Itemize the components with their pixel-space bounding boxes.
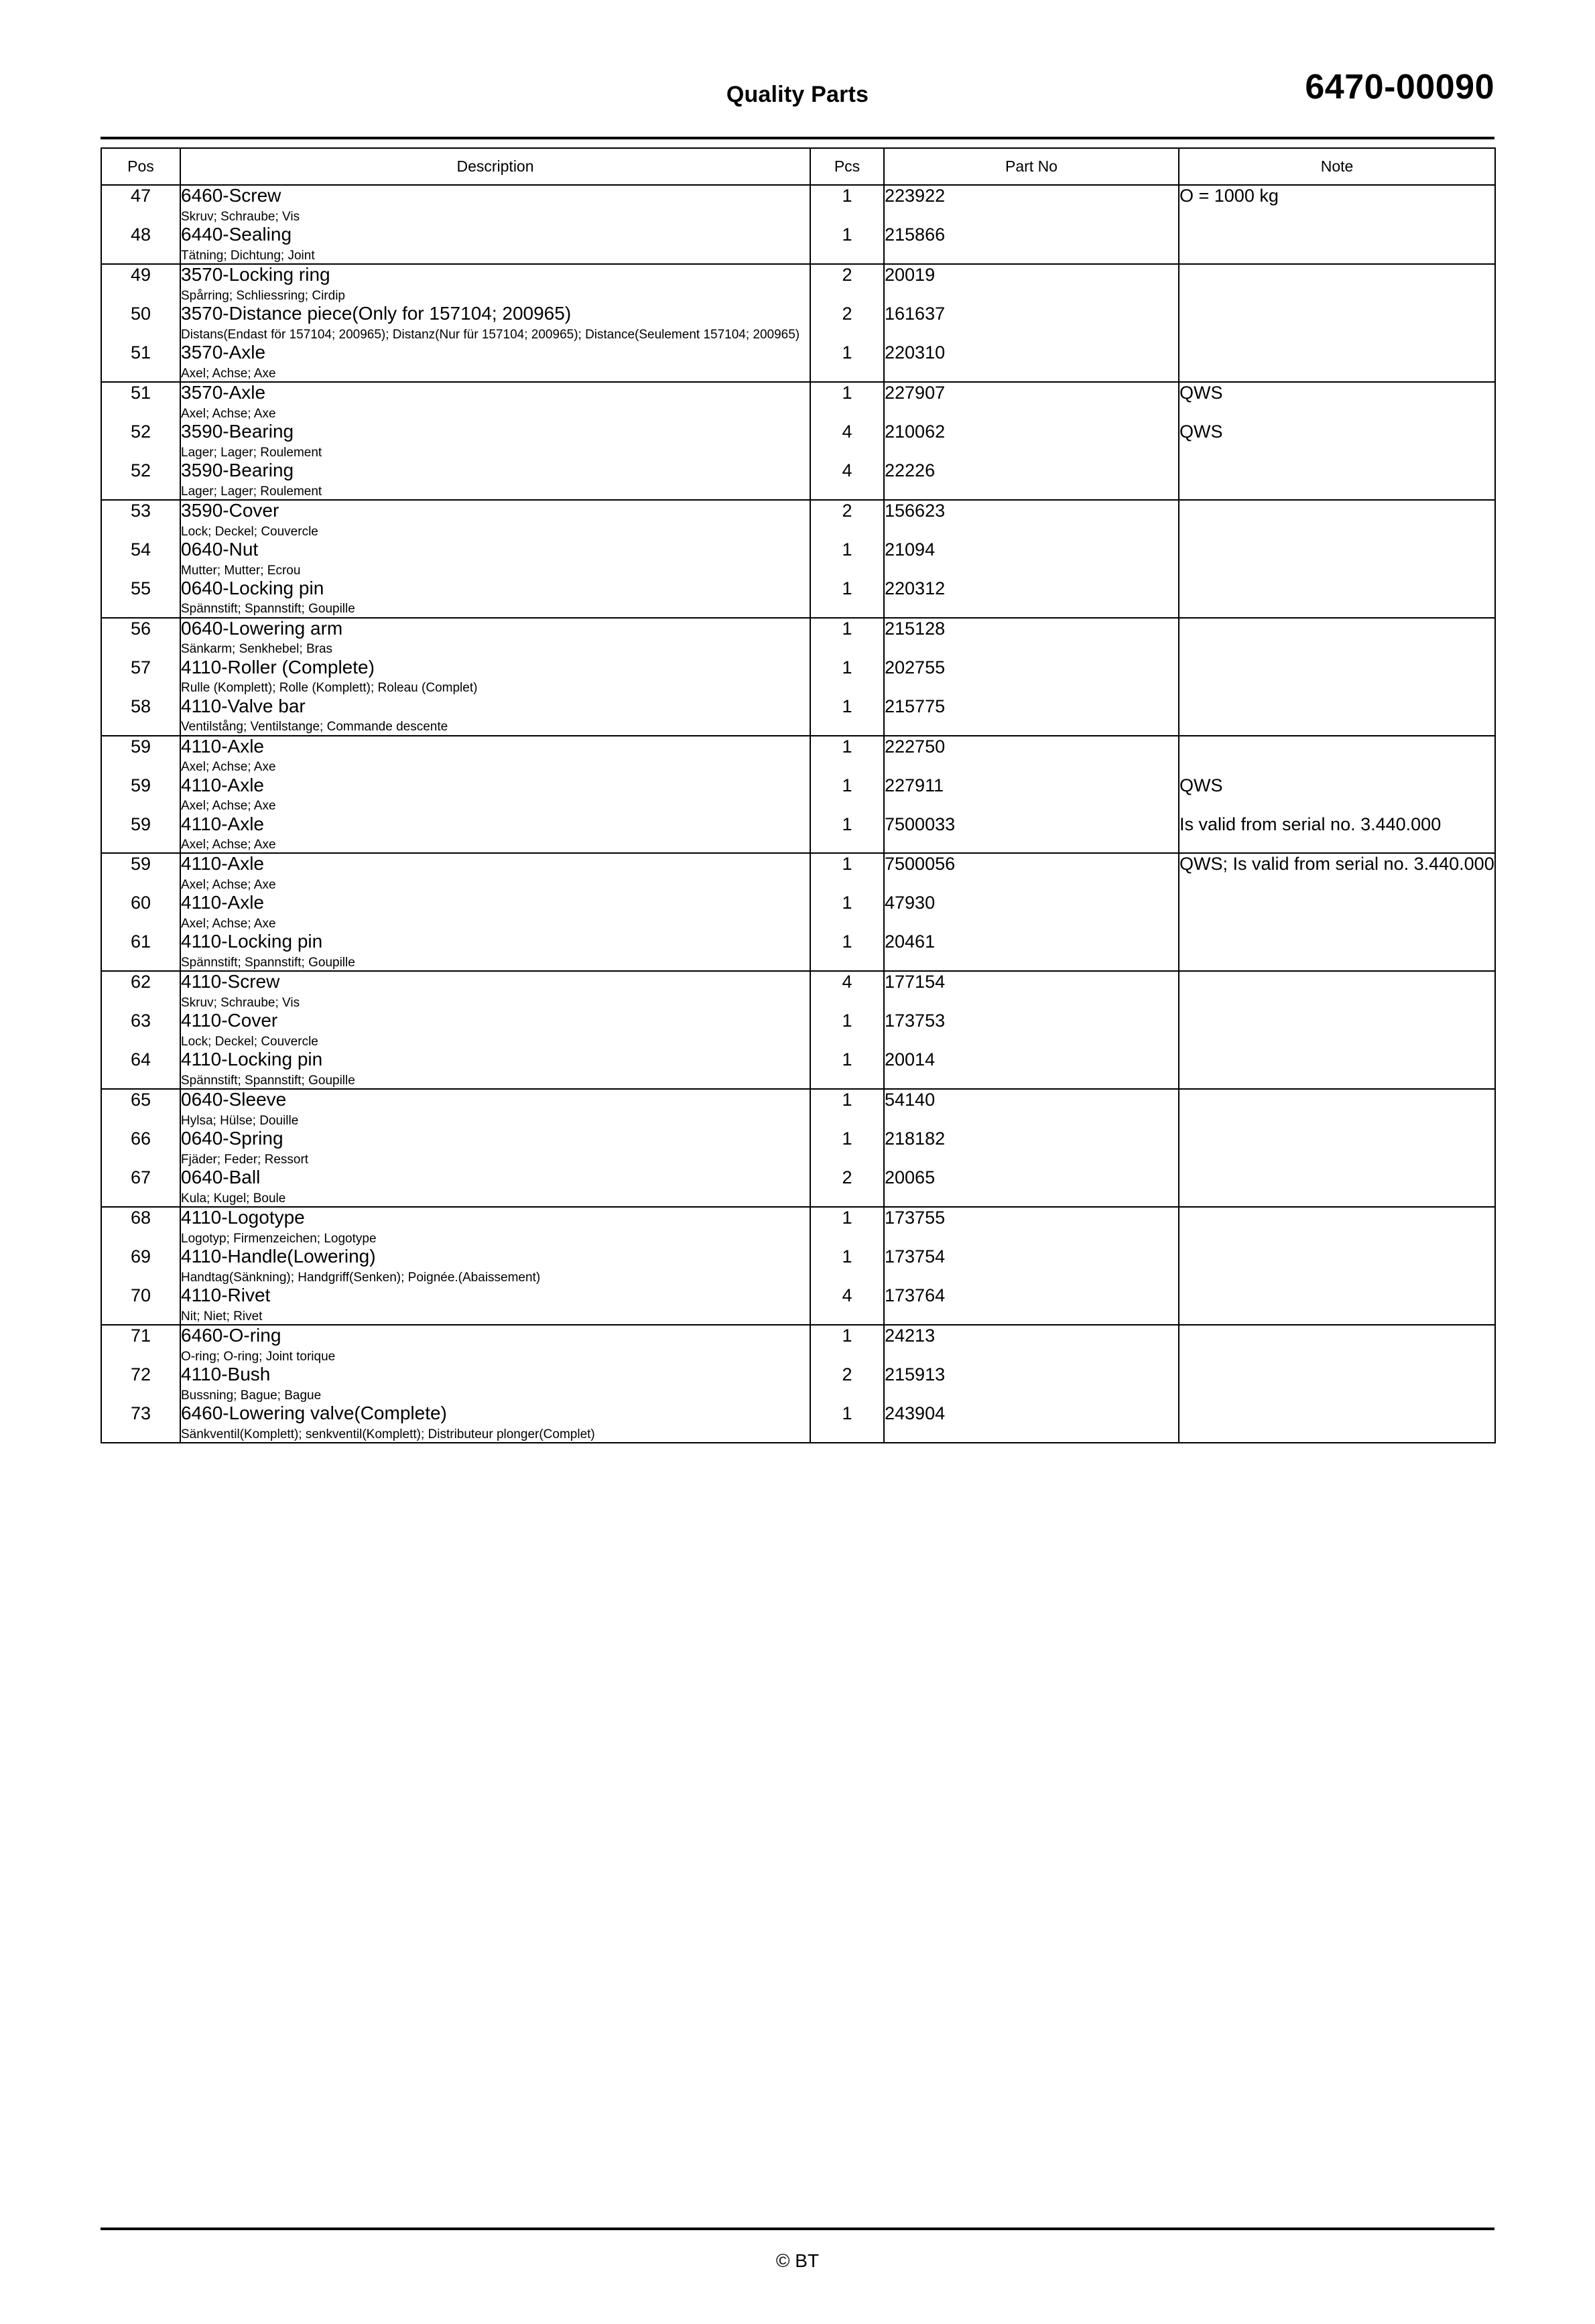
document-number: 6470-00090 [1305,68,1494,107]
description-name: 4110-Screw [181,971,280,992]
cell-pcs: 1 [810,1089,884,1128]
description-translations: Axel; Achse; Axe [181,838,276,852]
cell-part-no: 210062 [884,422,1179,460]
table-row [101,1128,1495,1167]
description-name: 3570-Distance piece(Only for 157104; 200965) [181,302,572,324]
footer-divider [101,2228,1494,2230]
table-row [101,814,1495,854]
table-row [101,422,1495,460]
cell-pcs: 2 [810,264,884,304]
cell-note [1179,618,1495,657]
cell-note [1179,578,1495,618]
cell-note: Is valid from serial no. 3.440.000 [1179,814,1495,854]
cell-part-no: 223922 [884,185,1179,224]
table-row [101,1207,1495,1246]
cell-pos: 59 [101,814,180,854]
description-name: 4110-Locking pin [181,1049,323,1070]
description-name: 6440-Sealing [181,223,292,245]
cell-note: O = 1000 kg [1179,185,1495,224]
cell-note [1179,224,1495,264]
cell-description [180,578,810,618]
cell-pos: 68 [101,1207,180,1246]
cell-pos: 60 [101,893,180,931]
cell-pos: 70 [101,1285,180,1325]
cell-description [180,1128,810,1167]
cell-pos: 47 [101,185,180,224]
cell-part-no: 220310 [884,342,1179,382]
table-row [101,971,1495,1011]
table-row [101,618,1495,657]
cell-pos: 56 [101,618,180,657]
cell-description [180,893,810,931]
cell-note [1179,696,1495,736]
cell-pcs: 1 [810,224,884,264]
description-translations: Tätning; Dichtung; Joint [181,248,315,263]
cell-pos: 55 [101,578,180,618]
description-name: 4110-Bush [181,1364,271,1385]
description-name: 4110-Locking pin [181,931,323,952]
cell-note [1179,657,1495,696]
description-name: 4110-Cover [181,1010,278,1031]
cell-note [1179,971,1495,1011]
description-translations: Axel; Achse; Axe [181,366,276,381]
table-row [101,657,1495,696]
cell-pcs: 1 [810,814,884,854]
cell-part-no: 20461 [884,931,1179,971]
table-row [101,185,1495,224]
cell-note: QWS [1179,382,1495,422]
description-name: 6460-Screw [181,185,281,206]
cell-note [1179,1128,1495,1167]
cell-pcs: 1 [810,382,884,422]
description-name: 3590-Cover [181,499,279,521]
page-header [101,67,1494,147]
table-row [101,1049,1495,1089]
description-name: 4110-Rivet [181,1285,271,1306]
cell-description [180,853,810,893]
description-translations: Lager; Lager; Roulement [181,484,322,499]
table-row [101,1285,1495,1325]
cell-note [1179,1089,1495,1128]
cell-pcs: 1 [810,893,884,931]
description-translations: Axel; Achse; Axe [181,917,276,931]
cell-part-no: 7500033 [884,814,1179,854]
cell-description [180,500,810,539]
cell-note [1179,1285,1495,1325]
cell-part-no: 54140 [884,1089,1179,1128]
cell-pos: 59 [101,853,180,893]
cell-description [180,931,810,971]
cell-pos: 51 [101,342,180,382]
cell-pcs: 1 [810,657,884,696]
footer-copyright: © BT [775,2250,820,2271]
description-name: 0640-Nut [181,538,259,560]
cell-description [180,1049,810,1089]
table-row [101,931,1495,971]
description-translations: Bussning; Bague; Bague [181,1388,322,1403]
cell-pcs: 2 [810,1167,884,1207]
table-row [101,736,1495,775]
description-name: 0640-Locking pin [181,577,324,598]
cell-note: QWS [1179,775,1495,814]
cell-pos: 48 [101,224,180,264]
cell-pcs: 1 [810,342,884,382]
cell-pos: 52 [101,422,180,460]
cell-pcs: 1 [810,853,884,893]
cell-part-no: 173754 [884,1246,1179,1285]
table-row [101,304,1495,342]
cell-part-no: 177154 [884,971,1179,1011]
cell-pos: 67 [101,1167,180,1207]
cell-part-no: 227911 [884,775,1179,814]
cell-pcs: 1 [810,1128,884,1167]
description-name: 0640-Spring [181,1128,283,1149]
description-name: 4110-Axle [181,853,265,875]
column-header-pcs: Pcs [810,148,884,185]
cell-pos: 49 [101,264,180,304]
description-translations: Spännstift; Spannstift; Goupille [181,1074,355,1088]
column-header-description: Description [180,148,810,185]
cell-pcs: 4 [810,422,884,460]
cell-description [180,342,810,382]
description-name: 0640-Sleeve [181,1089,287,1110]
cell-description [180,224,810,264]
table-row [101,460,1495,500]
cell-pcs: 1 [810,736,884,775]
cell-pcs: 1 [810,1246,884,1285]
table-row [101,696,1495,736]
cell-description [180,1207,810,1246]
cell-note [1179,500,1495,539]
page-title: Quality Parts [726,82,869,107]
cell-pcs: 1 [810,775,884,814]
description-name: 3590-Bearing [181,459,294,480]
cell-pos: 72 [101,1364,180,1403]
cell-pos: 69 [101,1246,180,1285]
cell-pos: 62 [101,971,180,1011]
table-row [101,264,1495,304]
description-translations: Logotyp; Firmenzeichen; Logotype [181,1231,377,1246]
cell-note [1179,1167,1495,1207]
cell-description [180,1364,810,1403]
description-translations: Lock; Deckel; Couvercle [181,1035,318,1049]
cell-description [180,814,810,854]
description-name: 3570-Axle [181,341,266,363]
cell-part-no: 215128 [884,618,1179,657]
description-name: 4110-Logotype [181,1207,305,1228]
cell-part-no: 22226 [884,460,1179,500]
cell-part-no: 20014 [884,1049,1179,1089]
cell-part-no: 173764 [884,1285,1179,1325]
description-translations: Spännstift; Spannstift; Goupille [181,956,355,970]
cell-pcs: 1 [810,618,884,657]
cell-part-no: 20065 [884,1167,1179,1207]
table-header-row [101,148,1495,185]
cell-note [1179,1325,1495,1364]
table-row [101,1246,1495,1285]
cell-part-no: 7500056 [884,853,1179,893]
description-translations: Skruv; Schraube; Vis [181,209,300,224]
cell-note: QWS; Is valid from serial no. 3.440.000 [1179,853,1495,893]
cell-description [180,422,810,460]
cell-pos: 65 [101,1089,180,1128]
cell-pos: 59 [101,775,180,814]
cell-pos: 54 [101,539,180,578]
cell-part-no: 222750 [884,736,1179,775]
cell-pcs: 1 [810,185,884,224]
cell-pcs: 1 [810,1207,884,1246]
cell-note [1179,1364,1495,1403]
cell-note [1179,342,1495,382]
cell-part-no: 202755 [884,657,1179,696]
cell-note [1179,539,1495,578]
cell-part-no: 220312 [884,578,1179,618]
cell-pos: 71 [101,1325,180,1364]
cell-note [1179,1011,1495,1049]
cell-part-no: 161637 [884,304,1179,342]
cell-part-no: 227907 [884,382,1179,422]
cell-note [1179,304,1495,342]
description-name: 4110-Roller (Complete) [181,656,375,677]
description-translations: Rulle (Komplett); Rolle (Komplett); Roleau (Complet) [181,681,478,696]
document-page [0,67,1595,2324]
cell-pos: 52 [101,460,180,500]
table-row [101,539,1495,578]
description-name: 6460-O-ring [181,1325,281,1346]
cell-description [180,1089,810,1128]
cell-note [1179,1246,1495,1285]
table-row [101,1403,1495,1443]
cell-description [180,304,810,342]
table-row [101,853,1495,893]
description-translations: Axel; Achse; Axe [181,760,276,775]
cell-pos: 61 [101,931,180,971]
cell-pcs: 1 [810,696,884,736]
cell-pcs: 1 [810,931,884,971]
cell-note [1179,893,1495,931]
description-name: 3590-Bearing [181,420,294,442]
cell-description [180,736,810,775]
description-translations: Mutter; Mutter; Ecrou [181,563,301,578]
cell-note: QWS [1179,422,1495,460]
cell-pos: 73 [101,1403,180,1443]
description-name: 6460-Lowering valve(Complete) [181,1403,447,1424]
description-name: 4110-Axle [181,735,265,757]
cell-description [180,1246,810,1285]
description-translations: Spårring; Schliessring; Cirdip [181,288,345,303]
cell-part-no: 47930 [884,893,1179,931]
cell-pcs: 1 [810,539,884,578]
table-row [101,1364,1495,1403]
cell-description [180,460,810,500]
cell-pcs: 1 [810,578,884,618]
description-translations: Distans(Endast för 157104; 200965); Distanz(Nur für 157104; 200965); Distance(Seulement 157104; 200965) [181,327,800,342]
cell-description [180,618,810,657]
table-row [101,893,1495,931]
cell-part-no: 243904 [884,1403,1179,1443]
cell-pos: 53 [101,500,180,539]
cell-note [1179,1403,1495,1443]
cell-part-no: 20019 [884,264,1179,304]
cell-pos: 58 [101,696,180,736]
description-translations: Lager; Lager; Roulement [181,445,322,460]
column-header-pos: Pos [101,148,180,185]
description-translations: Hylsa; Hülse; Douille [181,1114,299,1128]
description-translations: Axel; Achse; Axe [181,799,276,814]
cell-pcs: 2 [810,304,884,342]
description-translations: Axel; Achse; Axe [181,878,276,893]
cell-pos: 59 [101,736,180,775]
column-header-part-no: Part No [884,148,1179,185]
cell-note [1179,736,1495,775]
table-row [101,1325,1495,1364]
cell-pos: 64 [101,1049,180,1089]
cell-description [180,775,810,814]
cell-description [180,696,810,736]
parts-table-body [101,185,1495,1443]
description-name: 4110-Axle [181,892,265,913]
column-header-note: Note [1179,148,1495,185]
description-translations: Nit; Niet; Rivet [181,1309,263,1324]
description-translations: Fjäder; Feder; Ressort [181,1153,309,1167]
cell-pcs: 1 [810,1049,884,1089]
cell-part-no: 215913 [884,1364,1179,1403]
cell-part-no: 24213 [884,1325,1179,1364]
cell-description [180,264,810,304]
cell-pcs: 1 [810,1011,884,1049]
cell-pcs: 1 [810,1403,884,1443]
description-translations: Axel; Achse; Axe [181,406,276,421]
cell-pcs: 1 [810,1325,884,1364]
cell-note [1179,1207,1495,1246]
cell-pos: 66 [101,1128,180,1167]
cell-note [1179,460,1495,500]
description-translations: Handtag(Sänkning); Handgriff(Senken); Poignée.(Abaissement) [181,1270,541,1285]
description-translations: Sänkarm; Senkhebel; Bras [181,642,333,657]
cell-part-no: 21094 [884,539,1179,578]
table-row [101,1011,1495,1049]
description-name: 4110-Axle [181,813,265,834]
cell-pcs: 4 [810,460,884,500]
cell-part-no: 218182 [884,1128,1179,1167]
description-translations: Lock; Deckel; Couvercle [181,524,318,539]
cell-description [180,1167,810,1207]
cell-description [180,382,810,422]
description-name: 4110-Axle [181,774,265,795]
cell-pos: 63 [101,1011,180,1049]
description-name: 3570-Locking ring [181,263,330,285]
cell-note [1179,264,1495,304]
parts-table [101,147,1496,1443]
cell-pcs: 2 [810,500,884,539]
cell-description [180,1011,810,1049]
description-translations: Spännstift; Spannstift; Goupille [181,602,355,617]
description-translations: Skruv; Schraube; Vis [181,996,300,1011]
description-translations: Sänkventil(Komplett); senkventil(Komplett); Distributeur plonger(Complet) [181,1427,595,1441]
table-row [101,578,1495,618]
cell-note [1179,931,1495,971]
cell-pcs: 4 [810,971,884,1011]
table-row [101,224,1495,264]
description-name: 3570-Axle [181,381,266,403]
table-row [101,1167,1495,1207]
cell-description [180,539,810,578]
table-row [101,775,1495,814]
cell-description [180,185,810,224]
description-name: 4110-Valve bar [181,695,306,716]
cell-part-no: 156623 [884,500,1179,539]
cell-part-no: 215775 [884,696,1179,736]
cell-part-no: 215866 [884,224,1179,264]
header-divider [101,137,1494,139]
table-row [101,1089,1495,1128]
cell-pos: 51 [101,382,180,422]
description-name: 4110-Handle(Lowering) [181,1246,376,1267]
table-row [101,342,1495,382]
description-name: 0640-Lowering arm [181,617,343,639]
cell-pcs: 4 [810,1285,884,1325]
cell-description [180,657,810,696]
cell-description [180,1403,810,1443]
cell-description [180,1325,810,1364]
cell-pcs: 2 [810,1364,884,1403]
table-row [101,382,1495,422]
description-translations: Kula; Kugel; Boule [181,1191,286,1206]
table-row [101,500,1495,539]
cell-note [1179,1049,1495,1089]
cell-part-no: 173753 [884,1011,1179,1049]
cell-pos: 57 [101,657,180,696]
description-translations: Ventilstång; Ventilstange; Commande descente [181,720,448,734]
cell-part-no: 173755 [884,1207,1179,1246]
cell-pos: 50 [101,304,180,342]
cell-description [180,1285,810,1325]
cell-description [180,971,810,1011]
description-name: 0640-Ball [181,1167,261,1188]
description-translations: O-ring; O-ring; Joint torique [181,1349,336,1364]
